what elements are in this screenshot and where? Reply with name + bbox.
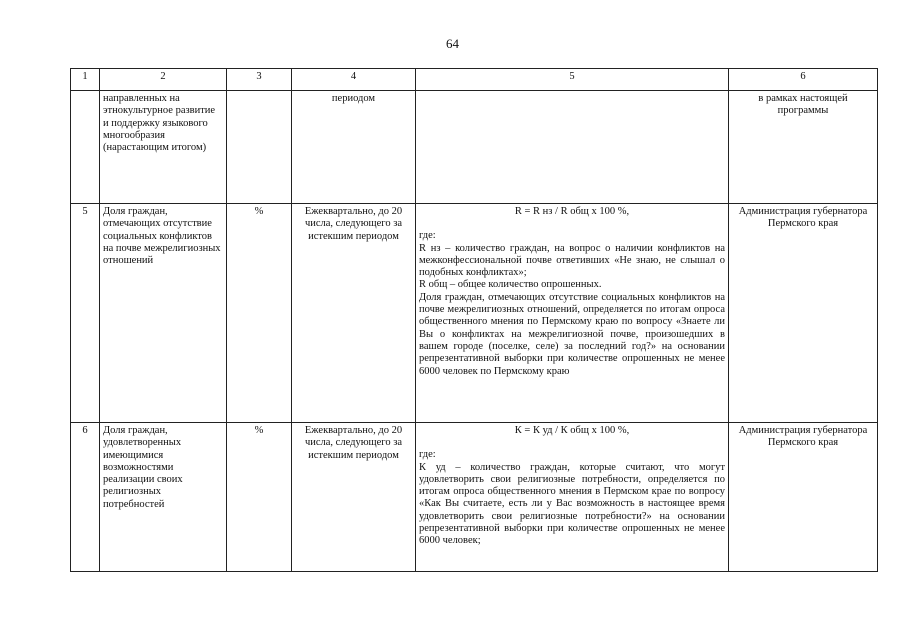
row-number-cell: 6 — [71, 423, 100, 572]
indicators-table — [70, 68, 878, 572]
where-label: где: — [419, 449, 436, 461]
header-cell: 6 — [729, 69, 878, 91]
method-cell — [416, 423, 729, 572]
indicator-cell: направленных на этнокультурное развитие и поддержку языкового многообразия (нарастающим итогом) — [100, 91, 227, 204]
method-cell — [416, 91, 729, 204]
unit-cell — [227, 91, 292, 204]
method-description: Доля граждан, отмечающих отсутствие социальных конфликтов на почве межрелигиозных отношений, определяется по итогам опроса общественного мнения по Пермскому краю по вопросу «Знаете ли Вы о конфликтах на межрелигиозной почве, произошедших в вашем городе (поселке, селе) за последний год?» на основании репрезентативной выборки при количестве опрошенных не менее 6000 человек по Пермскому краю — [419, 291, 725, 377]
table-row — [71, 423, 878, 572]
definition-text: R общ – общее количество опрошенных. — [419, 279, 602, 291]
page-number: 64 — [446, 36, 459, 51]
formula-text: R = R нз / R общ x 100 %, — [514, 206, 630, 217]
method-cell — [416, 204, 729, 423]
header-cell: 1 — [71, 69, 100, 91]
row-number-cell: 5 — [71, 204, 100, 423]
table-row — [71, 204, 878, 423]
definition-text: К уд – количество граждан, которые считают, что могут удовлетворить свои религиозные потребности, определяется по итогам опроса общественного мнения в Пермском крае по вопросу «Как Вы считаете, есть ли у Вас возможность в настоящее время удовлетворить свои религиозные потребности?» на основании репрезентативной выборки при количестве опрошенных не менее 6000 человек; — [419, 461, 725, 547]
row-number-cell — [71, 91, 100, 204]
responsible-cell: Администрация губернатора Пермского края — [729, 204, 878, 423]
header-cell: 5 — [416, 69, 729, 91]
responsible-cell: Администрация губернатора Пермского края — [729, 423, 878, 572]
unit-cell: % — [227, 204, 292, 423]
header-cell: 3 — [227, 69, 292, 91]
period-cell: Ежеквартально, до 20 числа, следующего за истекшим периодом — [292, 423, 416, 572]
indicator-cell: Доля граждан, удовлетворенных имеющимися возможностями реализации своих религиозных потребностей — [100, 423, 227, 572]
unit-cell: % — [227, 423, 292, 572]
header-cell: 2 — [100, 69, 227, 91]
responsible-cell: в рамках настоящей программы — [729, 91, 878, 204]
formula-text: К = К уд / К общ x 100 %, — [514, 425, 630, 436]
table-row — [71, 91, 878, 204]
header-cell: 4 — [292, 69, 416, 91]
where-label: где: — [419, 230, 436, 242]
table-header-row — [71, 69, 878, 91]
period-cell: Ежеквартально, до 20 числа, следующего за истекшим периодом — [292, 204, 416, 423]
indicator-cell: Доля граждан, отмечающих отсутствие социальных конфликтов на почве межрелигиозных отношений — [100, 204, 227, 423]
period-cell: периодом — [292, 91, 416, 204]
definition-text: R нз – количество граждан, на вопрос о наличии конфликтов на межконфессиональной почве ответивших «Не знаю, не слышал о подобных конфликтах»; — [419, 242, 725, 279]
